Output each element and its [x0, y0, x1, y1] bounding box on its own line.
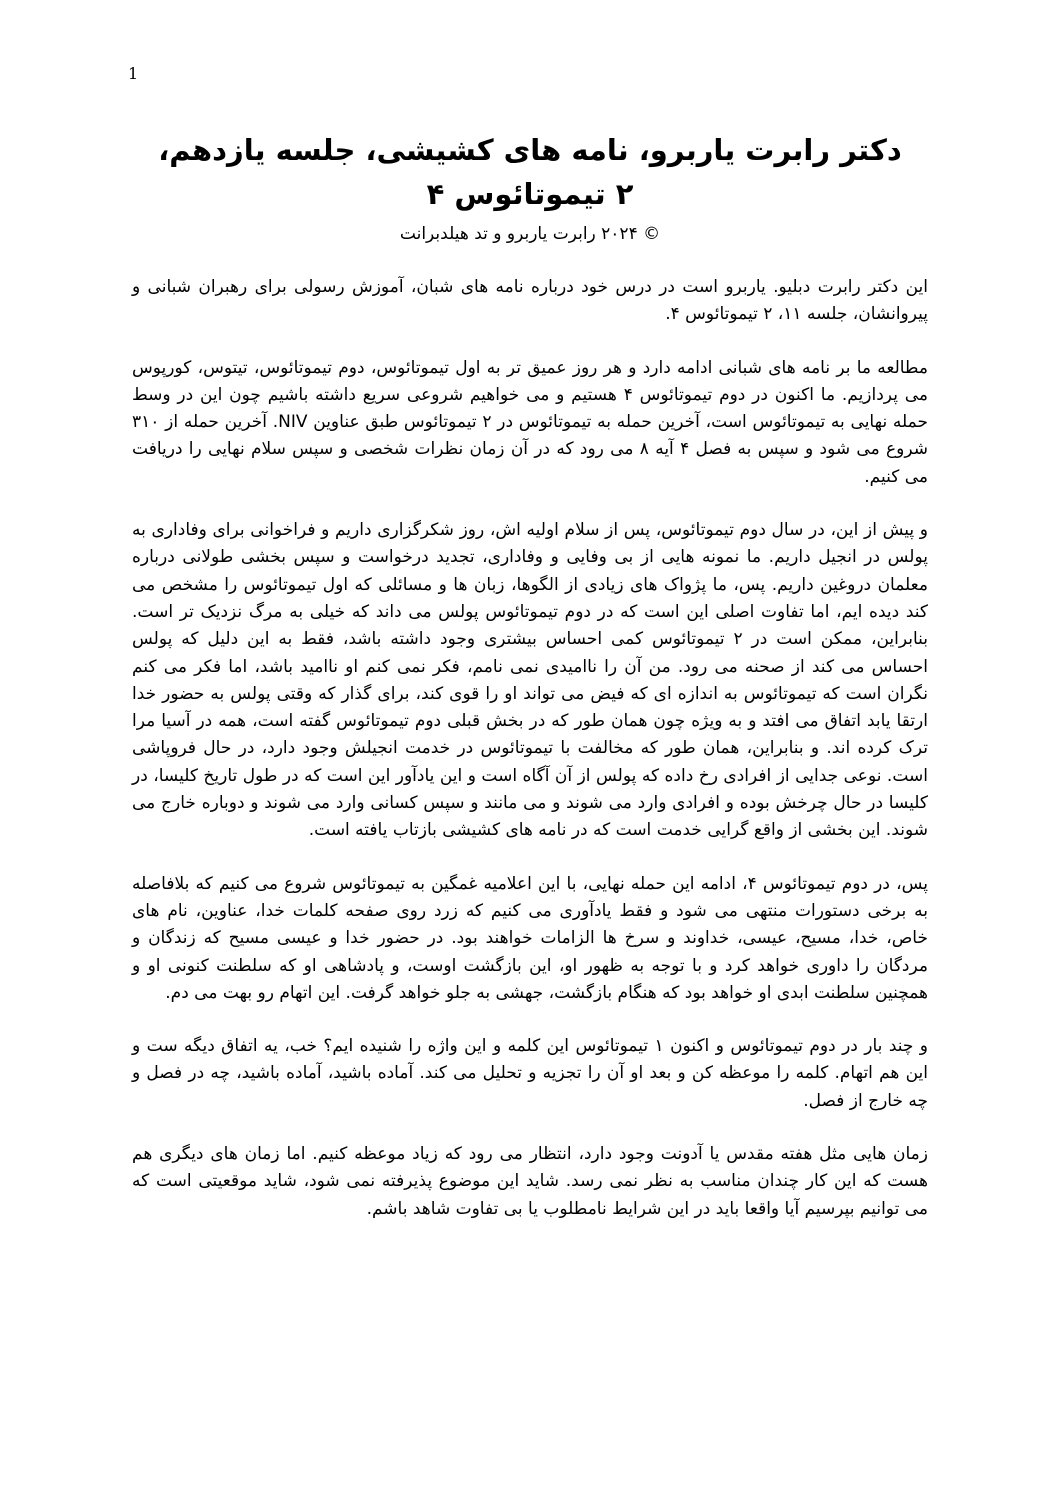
copyright-line: © ۲۰۲۴ رابرت یاربرو و تد هیلدبرانت: [399, 224, 661, 244]
paragraph-intro: این دکتر رابرت دبلیو. یاربرو است در درس خود درباره نامه های شبان، آموزش رسولی برای رهبران شبانی و پیروانشان، جلسه ۱۱، ۲ تیموتائوس ۴.: [132, 277, 928, 325]
paragraph-6: زمان هایی مثل هفته مقدس یا آدونت وجود دارد، انتظار می رود که زیاد موعظه کنیم. اما زمان های دیگری هم هست که این کار چندان مناسب به نظر نمی رسد. شاید این موضوع پذیرفته نمی شود، شاید موقعیتی است که می توانیم بپرسیم آیا واقعا باید در این شرایط نامطلوب یا بی تفاوت شاهد باشم.: [132, 1144, 928, 1219]
paragraph-5: و چند بار در دوم تیموتائوس و اکنون ۱ تیموتائوس این کلمه و این واژه را شنیده ایم؟ خب، یه اتفاق دیگه ست و این هم اتهام. کلمه را موعظه کن و بعد او آن را تجزیه و تحلیل می کند. آماده باشید، آماده باشید، چه در فصل و چه خارج از فصل.: [132, 1036, 928, 1111]
page-number: 1: [128, 64, 139, 83]
title-line-2: ۲ تیموتائوس ۴: [426, 177, 634, 211]
document-title: [132, 128, 928, 216]
title-line-1: دکتر رابرت یاربرو، نامه های کشیشی، جلسه یازدهم،: [158, 133, 902, 167]
paragraph-4: پس، در دوم تیموتائوس ۴، ادامه این حمله نهایی، با این اعلامیه غمگین به تیموتائوس شروع می کنیم که بلافاصله به برخی دستورات منتهی می شود و فقط یادآوری می کنیم که زرد روی صفحه کلمات خدا، عناوین، نام های خاص، خدا، مسیح، عیسی، خداوند و سرخ ها الزامات خواهند بود. در حضور خدا و عیسی مسیح که زندگان و مردگان را داوری خواهد کرد و با توجه به ظهور او، این بازگشت اوست، و پادشاهی او که سلطنت کنونی او و همچنین سلطنت ابدی او خواهد بود که هنگام بازگشت، جهشی به جلو خواهد گرفت. این اتهام رو بهت می دم.: [132, 873, 928, 1003]
paragraph-2: مطالعه ما بر نامه های شبانی ادامه دارد و هر روز عمیق تر به اول تیموتائوس، دوم تیموتائوس، تیتوس، کورپوس می پردازیم. ما اکنون در دوم تیموتائوس ۴ هستیم و می خواهیم شروعی سریع داشته باشیم چون این در وسط حمله نهایی به تیموتائوس است، آخرین حمله به تیموتائوس در ۲ تیموتائوس طبق عناوین NIV. آخرین حمله از ۳۱۰ شروع می شود و سپس به فصل ۴ آیه ۸ می رود که در آن زمان نظرات شخصی و سپس سلام نهایی را دریافت می کنیم.: [132, 357, 929, 487]
document-body: [132, 128, 928, 1223]
paragraph-3: و پیش از این، در سال دوم تیموتائوس، پس از سلام اولیه اش، روز شکرگزاری داریم و فراخوانی برای وفاداری به پولس در انجیل داریم. ما نمونه هایی از بی وفایی و وفاداری، تجدید درخواست و سپس بخشی طولانی درباره معلمان دروغین داریم. پس، ما پژواک های زیادی از الگوها، زبان ها و مسائلی که اول تیموتائوس را مشخص می کند دیده ایم، اما تفاوت اصلی این است که در دوم تیموتائوس پولس می داند که خیلی به مرگ نزدیک تر است. بنابراین، ممکن است در ۲ تیموتائوس کمی احساس بیشتری وجود داشته باشد، فقط به این دلیل که پولس احساس می کند از صحنه می رود. من آن را ناامیدی نمی نامم، فکر نمی کنم او ناامید باشد، اما فکر می کنم نگران است که تیموتائوس به اندازه ای که فیض می تواند او را قوی کند، برای گذار که وقتی پولس به حضور خدا ارتقا یابد اتفاق می افتد و به ویژه چون همان طور که در بخش قبلی دوم تیموتائوس گفته است، همه در آسیا مرا ترک کرده اند. و بنابراین، همان طور که مخالفت با تیموتائوس در خدمت انجیلش وجود دارد، در حال فروپاشی است. نوعی جدایی از افرادی رخ داده که پولس از آن آگاه است و این یادآور این است که در طول تاریخ کلیسا، در کلیسا در حال چرخش بوده و افرادی وارد می شوند و می مانند و سپس کسانی وارد می شوند و دوباره خارج می شوند. این بخشی از واقع گرایی خدمت است که در نامه های کشیشی بازتاب یافته است.: [132, 520, 928, 841]
